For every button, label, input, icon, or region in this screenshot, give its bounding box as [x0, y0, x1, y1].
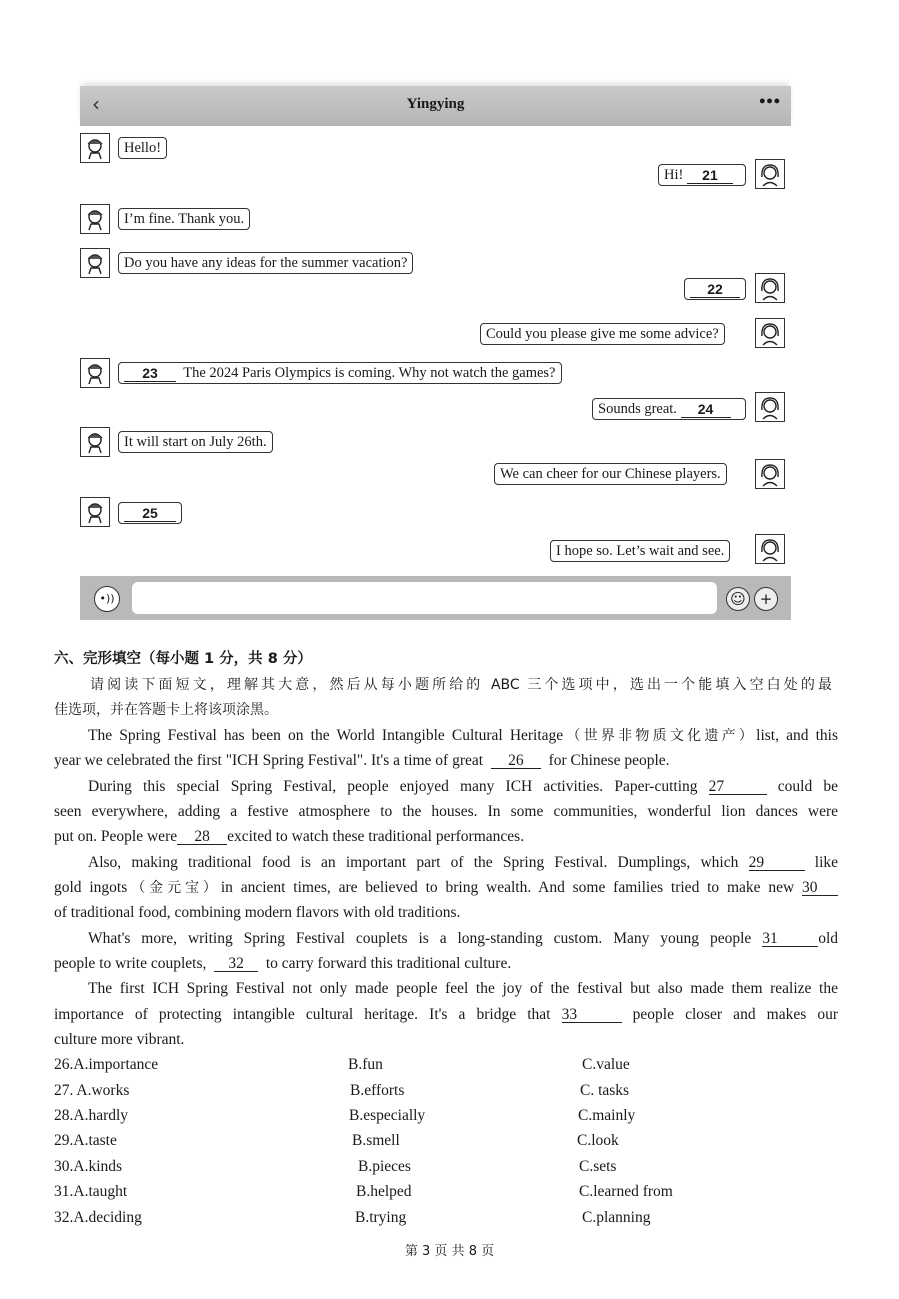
- girl-avatar-icon: [755, 273, 785, 303]
- answer-blank: 23: [124, 365, 176, 382]
- chat-bubble: Hi! 21: [658, 164, 746, 186]
- cloze-blank: 27: [709, 779, 767, 795]
- boy-avatar-icon: [80, 248, 110, 278]
- chat-input-bar: [80, 576, 791, 620]
- emoji-icon[interactable]: ☺: [726, 587, 750, 611]
- option-b: B.smell: [352, 1132, 400, 1149]
- option-b: B.especially: [349, 1107, 426, 1124]
- cloze-blank: 31: [762, 931, 818, 947]
- boy-avatar-icon: [80, 133, 110, 163]
- instruction-line: 佳选项，并在答题卡上将该项涂黑。: [54, 702, 278, 718]
- cloze-blank: 32: [214, 956, 258, 972]
- answer-blank: 22: [690, 281, 740, 298]
- cloze-blank: 29: [749, 855, 805, 871]
- chat-bubble: Do you have any ideas for the summer vacation?: [118, 252, 413, 274]
- passage-line: put on. People were 28 excited to watch these traditional performances.: [54, 828, 525, 845]
- instruction-line: 请阅读下面短文，理解其大意，然后从每小题所给的 ABC 三个选项中，选出一个能填入空白处的最: [90, 677, 832, 693]
- passage-line: Also, making traditional food is an important part of the Spring Festival. Dumplings, which 29 like: [88, 854, 839, 871]
- boy-avatar-icon: [80, 358, 110, 388]
- answer-blank: 25: [124, 505, 176, 522]
- option-b: B.fun: [348, 1056, 383, 1073]
- plus-icon[interactable]: +: [754, 587, 778, 611]
- option-a: 28.A.hardly: [54, 1107, 129, 1124]
- passage-line: importance of protecting intangible cultural heritage. It's a bridge that 33 people closer and makes our: [54, 1006, 839, 1023]
- chat-bubble: 23 The 2024 Paris Olympics is coming. Why not watch the games?: [118, 362, 562, 384]
- option-b: B.helped: [356, 1183, 412, 1200]
- option-b: B.efforts: [350, 1082, 405, 1099]
- boy-avatar-icon: [80, 497, 110, 527]
- option-c: C. tasks: [580, 1082, 630, 1099]
- option-a: 31.A.taught: [54, 1183, 128, 1200]
- passage-line: culture more vibrant.: [54, 1031, 185, 1048]
- girl-avatar-icon: [755, 159, 785, 189]
- message-input[interactable]: [132, 582, 717, 614]
- chat-bubble: We can cheer for our Chinese players.: [494, 463, 727, 485]
- passage-line: of traditional food, combining modern flavors with old traditions.: [54, 904, 461, 921]
- girl-avatar-icon: [755, 318, 785, 348]
- option-b: B.pieces: [358, 1158, 411, 1175]
- option-b: B.trying: [355, 1209, 407, 1226]
- girl-avatar-icon: [755, 534, 785, 564]
- boy-avatar-icon: [80, 427, 110, 457]
- cloze-blank: 28: [177, 829, 227, 845]
- cloze-blank: 33: [562, 1007, 622, 1023]
- option-c: C.learned from: [579, 1183, 673, 1200]
- chat-bubble: It will start on July 26th.: [118, 431, 273, 453]
- option-a: 29.A.taste: [54, 1132, 117, 1149]
- chat-bubble: [118, 502, 182, 524]
- back-icon[interactable]: ‹: [92, 92, 100, 116]
- chat-bubble: I hope so. Let’s wait and see.: [550, 540, 730, 562]
- passage-line: During this special Spring Festival, people enjoyed many ICH activities. Paper-cutting 27 could be: [88, 778, 838, 795]
- chat-bubble: Hello!: [118, 137, 167, 159]
- chat-bubble: I’m fine. Thank you.: [118, 208, 250, 230]
- option-a: 30.A.kinds: [54, 1158, 123, 1175]
- passage-line: seen everywhere, adding a festive atmosphere to the houses. In some communities, wonderful lion dances were: [54, 803, 838, 820]
- page-number: 第 3 页 共 8 页: [404, 1244, 495, 1259]
- passage-line: What's more, writing Spring Festival couplets is a long-standing custom. Many young people 31 old: [88, 930, 838, 947]
- chat-title: Yingying: [406, 96, 465, 112]
- girl-avatar-icon: [755, 392, 785, 422]
- cloze-blank: 26: [491, 753, 541, 769]
- option-c: C.mainly: [578, 1107, 636, 1124]
- answer-blank: 21: [687, 167, 733, 184]
- passage-line: The first ICH Spring Festival not only made people feel the joy of the festival but also made them realize the: [88, 980, 838, 997]
- more-options-icon[interactable]: •••: [759, 91, 781, 111]
- option-a: 26.A.importance: [54, 1056, 159, 1073]
- option-c: C.planning: [582, 1209, 651, 1226]
- option-a: 27. A.works: [54, 1082, 130, 1099]
- passage-line: year we celebrated the first "ICH Spring Festival". It's a time of great 26 for Chinese people.: [54, 752, 670, 769]
- girl-avatar-icon: [755, 459, 785, 489]
- chat-header: [80, 86, 791, 126]
- cloze-blank: 30: [802, 880, 838, 896]
- chat-bubble: Could you please give me some advice?: [480, 323, 725, 345]
- passage-line: gold ingots（金元宝）in ancient times, are believed to bring wealth. And some families tried to make new 30: [54, 879, 838, 897]
- section-title: 六、完形填空（每小题 1 分，共 8 分）: [54, 651, 312, 667]
- boy-avatar-icon: [80, 204, 110, 234]
- option-c: C.sets: [579, 1158, 617, 1175]
- chat-bubble: [684, 278, 746, 300]
- voice-icon[interactable]: •)): [94, 586, 120, 612]
- passage-line: people to write couplets, 32 to carry forward this traditional culture.: [54, 955, 512, 972]
- option-c: C.value: [582, 1056, 630, 1073]
- option-c: C.look: [577, 1132, 619, 1149]
- chat-bubble: Sounds great. 24: [592, 398, 746, 420]
- answer-blank: 24: [681, 401, 731, 418]
- option-a: 32.A.deciding: [54, 1209, 142, 1226]
- passage-line: The Spring Festival has been on the World Intangible Cultural Heritage（世界非物质文化遗产）list, and this: [88, 727, 838, 744]
